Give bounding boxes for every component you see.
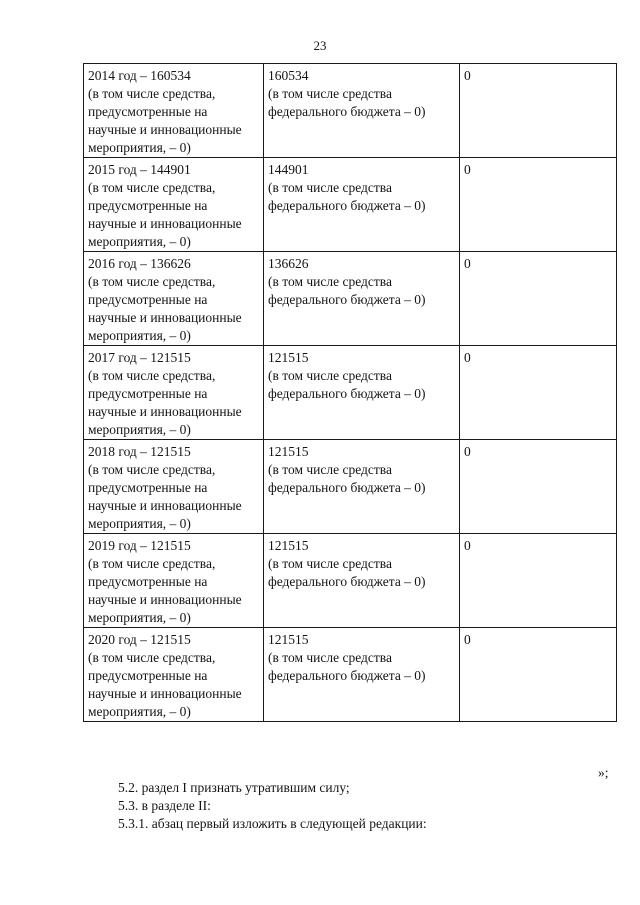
federal-cell bbox=[264, 252, 460, 346]
table-row bbox=[84, 628, 617, 722]
year-total: 2016 год – 136626 bbox=[88, 256, 191, 271]
table-row bbox=[84, 534, 617, 628]
third-value: 0 bbox=[464, 632, 471, 647]
year-note-line: мероприятия, – 0) bbox=[88, 140, 191, 155]
clause-5-3: 5.3. в разделе II: bbox=[118, 798, 211, 813]
year-total: 2015 год – 144901 bbox=[88, 162, 191, 177]
year-cell bbox=[84, 252, 264, 346]
page-number: 23 bbox=[313, 38, 327, 53]
federal-note-line: (в том числе средства bbox=[268, 180, 392, 195]
year-note-line: научные и инновационные bbox=[88, 404, 242, 419]
federal-note-line: (в том числе средства bbox=[268, 368, 392, 383]
third-cell bbox=[460, 534, 617, 628]
third-value: 0 bbox=[464, 350, 471, 365]
third-value: 0 bbox=[464, 68, 471, 83]
federal-note-line: (в том числе средства bbox=[268, 556, 392, 571]
federal-cell bbox=[264, 346, 460, 440]
federal-note-line: федерального бюджета – 0) bbox=[268, 104, 426, 119]
year-total: 2014 год – 160534 bbox=[88, 68, 191, 83]
year-note-line: (в том числе средства, bbox=[88, 180, 216, 195]
year-total: 2020 год – 121515 bbox=[88, 632, 191, 647]
federal-note-line: федерального бюджета – 0) bbox=[268, 574, 426, 589]
year-note-line: (в том числе средства, bbox=[88, 462, 216, 477]
third-cell bbox=[460, 158, 617, 252]
year-cell bbox=[84, 64, 264, 158]
year-cell bbox=[84, 346, 264, 440]
year-note-line: предусмотренные на bbox=[88, 386, 208, 401]
year-note-line: мероприятия, – 0) bbox=[88, 234, 191, 249]
year-note-line: научные и инновационные bbox=[88, 498, 242, 513]
year-note-line: предусмотренные на bbox=[88, 668, 208, 683]
third-value: 0 bbox=[464, 538, 471, 553]
third-cell bbox=[460, 628, 617, 722]
clauses bbox=[118, 779, 598, 833]
table-row bbox=[84, 346, 617, 440]
year-note-line: (в том числе средства, bbox=[88, 274, 216, 289]
year-note-line: научные и инновационные bbox=[88, 216, 242, 231]
year-note-line: научные и инновационные bbox=[88, 686, 242, 701]
table-row bbox=[84, 252, 617, 346]
federal-note-line: (в том числе средства bbox=[268, 650, 392, 665]
federal-amount: 144901 bbox=[268, 162, 309, 177]
federal-cell bbox=[264, 64, 460, 158]
year-total: 2017 год – 121515 bbox=[88, 350, 191, 365]
third-cell bbox=[460, 64, 617, 158]
year-note-line: (в том числе средства, bbox=[88, 556, 216, 571]
federal-note-line: федерального бюджета – 0) bbox=[268, 292, 426, 307]
federal-cell bbox=[264, 534, 460, 628]
table-row bbox=[84, 158, 617, 252]
federal-amount: 121515 bbox=[268, 632, 309, 647]
federal-note-line: федерального бюджета – 0) bbox=[268, 480, 426, 495]
federal-amount: 160534 bbox=[268, 68, 309, 83]
year-note-line: научные и инновационные bbox=[88, 310, 242, 325]
federal-cell bbox=[264, 158, 460, 252]
third-value: 0 bbox=[464, 444, 471, 459]
federal-note-line: (в том числе средства bbox=[268, 86, 392, 101]
year-note-line: предусмотренные на bbox=[88, 104, 208, 119]
table-body bbox=[84, 64, 617, 722]
year-cell bbox=[84, 440, 264, 534]
third-value: 0 bbox=[464, 162, 471, 177]
year-note-line: научные и инновационные bbox=[88, 122, 242, 137]
year-note-line: предусмотренные на bbox=[88, 574, 208, 589]
year-cell bbox=[84, 628, 264, 722]
year-total: 2018 год – 121515 bbox=[88, 444, 191, 459]
year-note-line: предусмотренные на bbox=[88, 198, 208, 213]
third-cell bbox=[460, 252, 617, 346]
third-cell bbox=[460, 440, 617, 534]
federal-note-line: (в том числе средства bbox=[268, 462, 392, 477]
closing-quote: »; bbox=[598, 765, 609, 780]
clause-5-3-1: 5.3.1. абзац первый изложить в следующей редакции: bbox=[118, 816, 427, 831]
year-note-line: (в том числе средства, bbox=[88, 86, 216, 101]
federal-amount: 121515 bbox=[268, 538, 309, 553]
year-note-line: (в том числе средства, bbox=[88, 368, 216, 383]
federal-note-line: федерального бюджета – 0) bbox=[268, 386, 426, 401]
year-note-line: мероприятия, – 0) bbox=[88, 422, 191, 437]
federal-note-line: федерального бюджета – 0) bbox=[268, 198, 426, 213]
federal-note-line: (в том числе средства bbox=[268, 274, 392, 289]
federal-note-line: федерального бюджета – 0) bbox=[268, 668, 426, 683]
year-note-line: предусмотренные на bbox=[88, 292, 208, 307]
year-note-line: мероприятия, – 0) bbox=[88, 328, 191, 343]
third-value: 0 bbox=[464, 256, 471, 271]
year-note-line: предусмотренные на bbox=[88, 480, 208, 495]
year-cell bbox=[84, 534, 264, 628]
federal-cell bbox=[264, 440, 460, 534]
year-note-line: мероприятия, – 0) bbox=[88, 610, 191, 625]
federal-amount: 136626 bbox=[268, 256, 309, 271]
federal-cell bbox=[264, 628, 460, 722]
year-note-line: мероприятия, – 0) bbox=[88, 516, 191, 531]
year-note-line: мероприятия, – 0) bbox=[88, 704, 191, 719]
year-cell bbox=[84, 158, 264, 252]
table-row bbox=[84, 64, 617, 158]
budget-table bbox=[83, 63, 617, 722]
year-note-line: (в том числе средства, bbox=[88, 650, 216, 665]
year-note-line: научные и инновационные bbox=[88, 592, 242, 607]
clause-5-2: 5.2. раздел I признать утратившим силу; bbox=[118, 780, 350, 795]
federal-amount: 121515 bbox=[268, 350, 309, 365]
table-row bbox=[84, 440, 617, 534]
federal-amount: 121515 bbox=[268, 444, 309, 459]
year-total: 2019 год – 121515 bbox=[88, 538, 191, 553]
third-cell bbox=[460, 346, 617, 440]
